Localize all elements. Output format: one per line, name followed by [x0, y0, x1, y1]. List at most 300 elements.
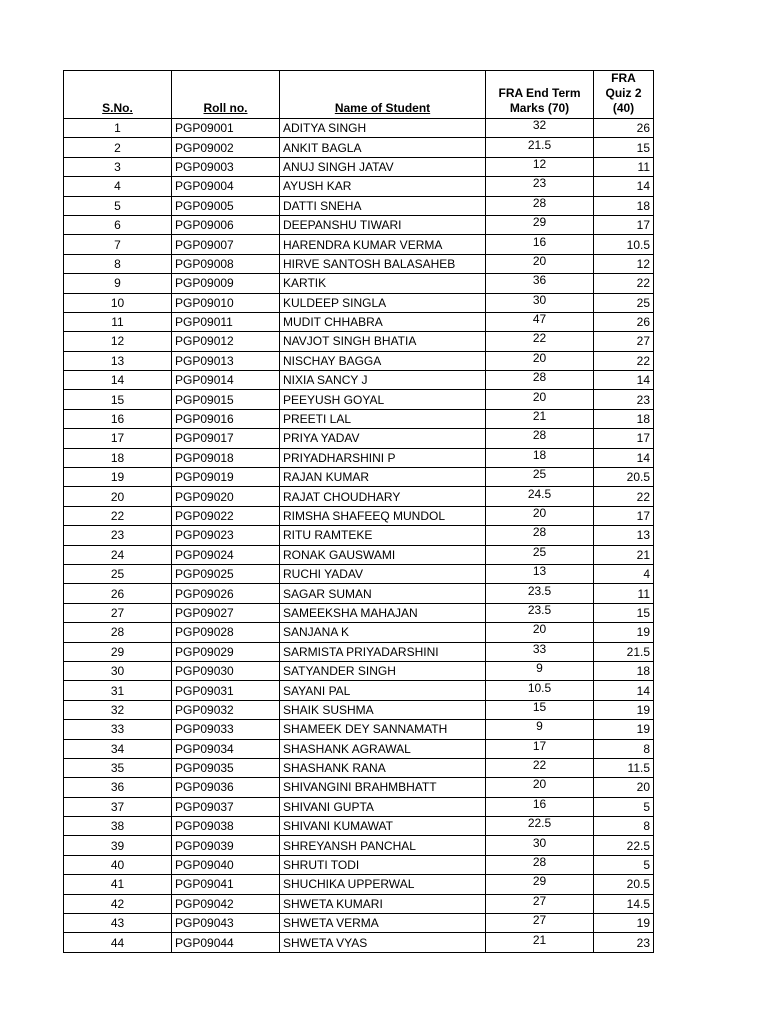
cell-sno: 7 [64, 235, 172, 254]
cell-sno: 6 [64, 215, 172, 234]
table-row [64, 758, 654, 777]
cell-end-term [486, 642, 594, 661]
cell-roll: PGP09028 [172, 623, 280, 642]
cell-end-term [486, 778, 594, 797]
cell-sno: 27 [64, 603, 172, 622]
cell-roll: PGP09026 [172, 584, 280, 603]
cell-sno: 41 [64, 875, 172, 894]
cell-end-term-value: 16 [532, 234, 547, 249]
table-row [64, 855, 654, 874]
cell-end-term-value: 18 [532, 448, 547, 462]
cell-name: SANJANA K [280, 623, 486, 642]
cell-quiz: 25 [594, 293, 654, 312]
header-end-term: FRA End Term Marks (70) [486, 71, 594, 119]
cell-end-term-value: 29 [532, 215, 547, 230]
cell-quiz: 17 [594, 506, 654, 525]
table-row [64, 681, 654, 700]
cell-quiz: 8 [594, 739, 654, 758]
cell-quiz: 23 [594, 390, 654, 409]
cell-sno: 11 [64, 312, 172, 331]
cell-end-term [486, 817, 594, 836]
cell-sno: 5 [64, 196, 172, 215]
cell-end-term-value: 15 [532, 700, 547, 714]
cell-end-term-value: 33 [532, 642, 547, 656]
cell-roll: PGP09014 [172, 371, 280, 390]
cell-roll: PGP09018 [172, 448, 280, 467]
table-row [64, 564, 654, 583]
table-body [64, 119, 654, 953]
cell-name: ANKIT BAGLA [280, 138, 486, 157]
cell-name: DEEPANSHU TIWARI [280, 215, 486, 234]
header-name: Name of Student [280, 71, 486, 119]
cell-quiz: 14.5 [594, 894, 654, 913]
cell-name: HARENDRA KUMAR VERMA [280, 235, 486, 254]
cell-end-term-value: 20 [532, 622, 547, 637]
cell-quiz: 22 [594, 274, 654, 293]
cell-roll: PGP09015 [172, 390, 280, 409]
cell-end-term [486, 468, 594, 487]
cell-end-term-value: 47 [532, 312, 547, 327]
cell-sno: 25 [64, 564, 172, 583]
table-row [64, 875, 654, 894]
cell-sno: 38 [64, 817, 172, 836]
cell-sno: 16 [64, 409, 172, 428]
header-sno: S.No. [64, 71, 172, 119]
header-quiz: FRA Quiz 2 (40) [594, 71, 654, 119]
cell-roll: PGP09029 [172, 642, 280, 661]
cell-end-term-value: 32 [532, 118, 547, 133]
cell-end-term [486, 720, 594, 739]
cell-name: KARTIK [280, 274, 486, 293]
cell-roll: PGP09038 [172, 817, 280, 836]
cell-roll: PGP09003 [172, 157, 280, 176]
cell-name: SHREYANSH PANCHAL [280, 836, 486, 855]
cell-name: PRIYADHARSHINI P [280, 448, 486, 467]
table-row [64, 332, 654, 351]
cell-sno: 37 [64, 797, 172, 816]
cell-roll: PGP09031 [172, 681, 280, 700]
cell-end-term-value: 30 [532, 293, 547, 307]
cell-end-term [486, 409, 594, 428]
cell-quiz: 5 [594, 855, 654, 874]
cell-name: RUCHI YADAV [280, 564, 486, 583]
table-row [64, 545, 654, 564]
cell-sno: 42 [64, 894, 172, 913]
cell-sno: 10 [64, 293, 172, 312]
cell-sno: 2 [64, 138, 172, 157]
cell-quiz: 23 [594, 933, 654, 952]
table-row [64, 468, 654, 487]
cell-end-term [486, 603, 594, 622]
cell-roll: PGP09002 [172, 138, 280, 157]
cell-quiz: 22 [594, 487, 654, 506]
cell-end-term [486, 933, 594, 952]
cell-end-term-value: 20 [532, 506, 547, 520]
cell-end-term-value: 28 [532, 196, 547, 210]
cell-roll: PGP09005 [172, 196, 280, 215]
cell-quiz: 26 [594, 312, 654, 331]
cell-quiz: 20.5 [594, 875, 654, 894]
table-row [64, 138, 654, 157]
cell-name: SHAMEEK DEY SANNAMATH [280, 720, 486, 739]
table-row [64, 817, 654, 836]
cell-end-term [486, 506, 594, 525]
cell-end-term [486, 855, 594, 874]
cell-end-term [486, 390, 594, 409]
cell-end-term [486, 254, 594, 273]
cell-name: PEEYUSH GOYAL [280, 390, 486, 409]
cell-roll: PGP09036 [172, 778, 280, 797]
cell-name: NISCHAY BAGGA [280, 351, 486, 370]
cell-roll: PGP09010 [172, 293, 280, 312]
table-row [64, 623, 654, 642]
table-row [64, 235, 654, 254]
cell-end-term-value: 20 [532, 254, 547, 268]
cell-end-term [486, 371, 594, 390]
cell-end-term-value: 22 [532, 758, 547, 773]
cell-roll: PGP09022 [172, 506, 280, 525]
cell-roll: PGP09019 [172, 468, 280, 487]
cell-end-term-value: 10.5 [527, 680, 552, 695]
cell-sno: 28 [64, 623, 172, 642]
table-row [64, 390, 654, 409]
cell-sno: 9 [64, 274, 172, 293]
cell-roll: PGP09007 [172, 235, 280, 254]
cell-name: RAJAN KUMAR [280, 468, 486, 487]
cell-quiz: 19 [594, 914, 654, 933]
cell-end-term-value: 28 [532, 428, 547, 443]
cell-name: RIMSHA SHAFEEQ MUNDOL [280, 506, 486, 525]
cell-end-term [486, 312, 594, 331]
cell-sno: 43 [64, 914, 172, 933]
cell-roll: PGP09006 [172, 215, 280, 234]
cell-end-term-value: 17 [532, 739, 547, 753]
table-row [64, 836, 654, 855]
cell-name: HIRVE SANTOSH BALASAHEB [280, 254, 486, 273]
cell-name: RITU RAMTEKE [280, 526, 486, 545]
cell-sno: 8 [64, 254, 172, 273]
cell-quiz: 5 [594, 797, 654, 816]
cell-name: SHWETA VERMA [280, 914, 486, 933]
cell-quiz: 14 [594, 681, 654, 700]
cell-end-term [486, 914, 594, 933]
cell-end-term-value: 21 [532, 409, 547, 424]
table-row [64, 196, 654, 215]
cell-roll: PGP09027 [172, 603, 280, 622]
cell-quiz: 17 [594, 429, 654, 448]
cell-roll: PGP09040 [172, 855, 280, 874]
cell-sno: 40 [64, 855, 172, 874]
table-row [64, 312, 654, 331]
cell-end-term-value: 27 [532, 913, 547, 928]
cell-roll: PGP09009 [172, 274, 280, 293]
cell-roll: PGP09035 [172, 758, 280, 777]
cell-sno: 14 [64, 371, 172, 390]
cell-quiz: 13 [594, 526, 654, 545]
cell-end-term [486, 836, 594, 855]
cell-quiz: 15 [594, 138, 654, 157]
cell-name: SAGAR SUMAN [280, 584, 486, 603]
cell-roll: PGP09023 [172, 526, 280, 545]
table-row [64, 429, 654, 448]
cell-name: SHASHANK AGRAWAL [280, 739, 486, 758]
cell-sno: 36 [64, 778, 172, 797]
cell-sno: 23 [64, 526, 172, 545]
table-row [64, 254, 654, 273]
cell-roll: PGP09032 [172, 700, 280, 719]
cell-roll: PGP09012 [172, 332, 280, 351]
cell-end-term [486, 758, 594, 777]
cell-end-term-value: 36 [532, 273, 547, 288]
cell-roll: PGP09034 [172, 739, 280, 758]
cell-sno: 22 [64, 506, 172, 525]
cell-end-term-value: 23.5 [527, 603, 552, 617]
cell-sno: 19 [64, 468, 172, 487]
cell-quiz: 20.5 [594, 468, 654, 487]
cell-quiz: 8 [594, 817, 654, 836]
cell-name: SHIVANI GUPTA [280, 797, 486, 816]
cell-quiz: 27 [594, 332, 654, 351]
cell-end-term [486, 584, 594, 603]
cell-end-term [486, 119, 594, 138]
cell-sno: 18 [64, 448, 172, 467]
table-row [64, 157, 654, 176]
cell-name: SATYANDER SINGH [280, 661, 486, 680]
cell-end-term [486, 487, 594, 506]
cell-quiz: 11 [594, 157, 654, 176]
cell-end-term [486, 623, 594, 642]
cell-sno: 32 [64, 700, 172, 719]
cell-sno: 17 [64, 429, 172, 448]
table-row [64, 584, 654, 603]
cell-sno: 35 [64, 758, 172, 777]
cell-sno: 39 [64, 836, 172, 855]
cell-roll: PGP09044 [172, 933, 280, 952]
cell-roll: PGP09004 [172, 177, 280, 196]
cell-quiz: 18 [594, 409, 654, 428]
table-row [64, 293, 654, 312]
cell-name: SHRUTI TODI [280, 855, 486, 874]
header-row [64, 71, 654, 119]
cell-sno: 29 [64, 642, 172, 661]
table-row [64, 778, 654, 797]
cell-name: SHIVANI KUMAWAT [280, 817, 486, 836]
cell-end-term [486, 177, 594, 196]
cell-sno: 15 [64, 390, 172, 409]
cell-name: SHUCHIKA UPPERWAL [280, 875, 486, 894]
cell-quiz: 14 [594, 448, 654, 467]
cell-roll: PGP09041 [172, 875, 280, 894]
cell-end-term-value: 22 [532, 331, 547, 346]
cell-end-term [486, 661, 594, 680]
cell-end-term [486, 274, 594, 293]
cell-sno: 33 [64, 720, 172, 739]
cell-roll: PGP09024 [172, 545, 280, 564]
cell-end-term-value: 12 [532, 157, 547, 171]
cell-end-term-value: 25 [532, 545, 547, 559]
cell-end-term [486, 293, 594, 312]
cell-end-term-value: 20 [532, 777, 547, 792]
cell-roll: PGP09013 [172, 351, 280, 370]
cell-quiz: 26 [594, 119, 654, 138]
table-row [64, 642, 654, 661]
cell-roll: PGP09033 [172, 720, 280, 739]
cell-sno: 13 [64, 351, 172, 370]
cell-name: DATTI SNEHA [280, 196, 486, 215]
cell-end-term [486, 235, 594, 254]
cell-end-term [486, 739, 594, 758]
cell-end-term [486, 332, 594, 351]
table-row [64, 661, 654, 680]
cell-roll: PGP09039 [172, 836, 280, 855]
table-row [64, 371, 654, 390]
cell-quiz: 4 [594, 564, 654, 583]
cell-end-term [486, 797, 594, 816]
cell-name: PREETI LAL [280, 409, 486, 428]
cell-name: SHWETA KUMARI [280, 894, 486, 913]
cell-end-term-value: 23.5 [527, 583, 552, 598]
cell-name: RONAK GAUSWAMI [280, 545, 486, 564]
cell-roll: PGP09037 [172, 797, 280, 816]
table-row [64, 119, 654, 138]
cell-name: KULDEEP SINGLA [280, 293, 486, 312]
cell-end-term-value: 27 [532, 894, 547, 908]
cell-name: NIXIA SANCY J [280, 371, 486, 390]
table-row [64, 506, 654, 525]
header-roll: Roll no. [172, 71, 280, 119]
cell-quiz: 19 [594, 720, 654, 739]
cell-sno: 26 [64, 584, 172, 603]
cell-name: AYUSH KAR [280, 177, 486, 196]
cell-sno: 4 [64, 177, 172, 196]
table-row [64, 409, 654, 428]
cell-quiz: 17 [594, 215, 654, 234]
cell-roll: PGP09017 [172, 429, 280, 448]
cell-roll: PGP09043 [172, 914, 280, 933]
cell-end-term [486, 681, 594, 700]
cell-quiz: 19 [594, 623, 654, 642]
cell-sno: 3 [64, 157, 172, 176]
cell-quiz: 18 [594, 661, 654, 680]
cell-roll: PGP09020 [172, 487, 280, 506]
table-row [64, 603, 654, 622]
cell-end-term-value: 28 [532, 855, 547, 870]
table-row [64, 739, 654, 758]
cell-sno: 44 [64, 933, 172, 952]
cell-name: ANUJ SINGH JATAV [280, 157, 486, 176]
table-row [64, 526, 654, 545]
cell-end-term-value: 22.5 [527, 816, 552, 831]
cell-name: SHIVANGINI BRAHMBHATT [280, 778, 486, 797]
cell-quiz: 15 [594, 603, 654, 622]
cell-end-term-value: 21.5 [527, 137, 552, 152]
cell-sno: 24 [64, 545, 172, 564]
cell-end-term [486, 157, 594, 176]
cell-quiz: 14 [594, 371, 654, 390]
cell-sno: 31 [64, 681, 172, 700]
cell-quiz: 10.5 [594, 235, 654, 254]
cell-roll: PGP09042 [172, 894, 280, 913]
table-row [64, 933, 654, 952]
cell-name: SHWETA VYAS [280, 933, 486, 952]
cell-end-term [486, 526, 594, 545]
cell-end-term-value: 28 [532, 370, 547, 385]
cell-end-term-value: 9 [536, 719, 543, 734]
cell-quiz: 22.5 [594, 836, 654, 855]
cell-sno: 34 [64, 739, 172, 758]
cell-quiz: 11 [594, 584, 654, 603]
cell-end-term-value: 30 [532, 835, 547, 850]
cell-end-term [486, 894, 594, 913]
table-row [64, 215, 654, 234]
cell-roll: PGP09001 [172, 119, 280, 138]
table-row [64, 351, 654, 370]
table-row [64, 700, 654, 719]
cell-roll: PGP09025 [172, 564, 280, 583]
table-row [64, 487, 654, 506]
marks-table [63, 70, 654, 953]
cell-quiz: 11.5 [594, 758, 654, 777]
table-row [64, 894, 654, 913]
cell-name: SHAIK SUSHMA [280, 700, 486, 719]
cell-name: SAYANI PAL [280, 681, 486, 700]
cell-quiz: 20 [594, 778, 654, 797]
cell-roll: PGP09030 [172, 661, 280, 680]
table-row [64, 448, 654, 467]
cell-quiz: 22 [594, 351, 654, 370]
marks-sheet [63, 70, 654, 953]
cell-quiz: 12 [594, 254, 654, 273]
cell-end-term-value: 13 [532, 564, 547, 579]
cell-quiz: 21 [594, 545, 654, 564]
cell-quiz: 21.5 [594, 642, 654, 661]
cell-name: SAMEEKSHA MAHAJAN [280, 603, 486, 622]
table-row [64, 274, 654, 293]
cell-end-term-value: 29 [532, 874, 547, 889]
cell-name: PRIYA YADAV [280, 429, 486, 448]
cell-end-term [486, 545, 594, 564]
cell-end-term [486, 351, 594, 370]
cell-quiz: 18 [594, 196, 654, 215]
cell-end-term [486, 138, 594, 157]
table-row [64, 797, 654, 816]
cell-roll: PGP09008 [172, 254, 280, 273]
cell-name: MUDIT CHHABRA [280, 312, 486, 331]
cell-name: SARMISTA PRIYADARSHINI [280, 642, 486, 661]
cell-end-term-value: 20 [532, 389, 547, 404]
cell-end-term [486, 215, 594, 234]
cell-end-term-value: 23 [532, 176, 547, 191]
cell-end-term-value: 24.5 [527, 486, 552, 501]
cell-sno: 30 [64, 661, 172, 680]
cell-end-term [486, 875, 594, 894]
cell-end-term [486, 196, 594, 215]
cell-end-term [486, 448, 594, 467]
cell-name: SHASHANK RANA [280, 758, 486, 777]
cell-end-term-value: 21 [532, 932, 547, 947]
cell-name: RAJAT CHOUDHARY [280, 487, 486, 506]
cell-end-term-value: 16 [532, 797, 547, 811]
cell-quiz: 19 [594, 700, 654, 719]
cell-end-term [486, 429, 594, 448]
cell-sno: 1 [64, 119, 172, 138]
cell-roll: PGP09011 [172, 312, 280, 331]
cell-sno: 12 [64, 332, 172, 351]
table-row [64, 914, 654, 933]
table-row [64, 177, 654, 196]
cell-roll: PGP09016 [172, 409, 280, 428]
cell-end-term-value: 9 [536, 661, 543, 676]
